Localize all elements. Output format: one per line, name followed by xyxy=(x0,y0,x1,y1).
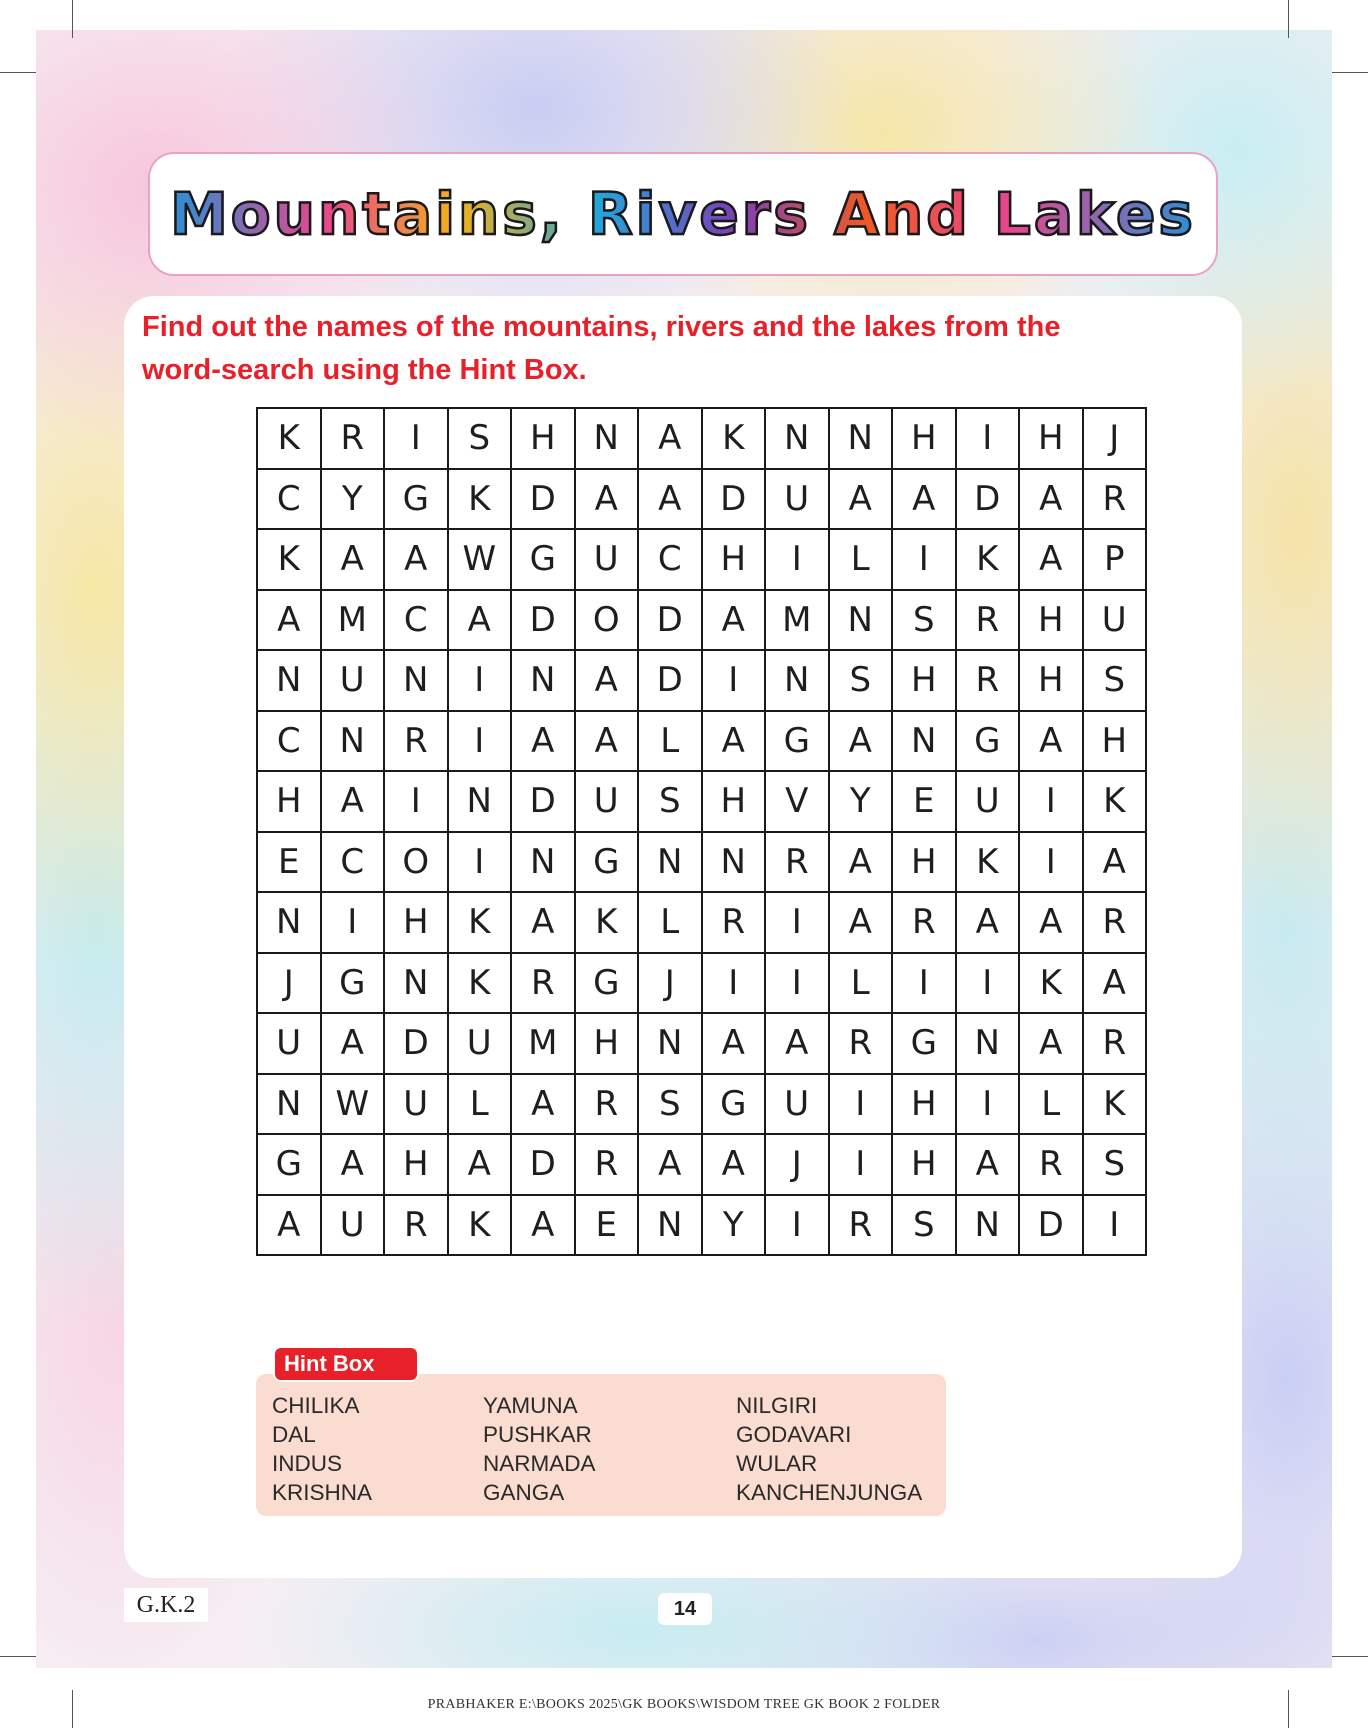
grid-cell[interactable]: N xyxy=(765,650,829,711)
grid-cell[interactable]: N xyxy=(956,1013,1020,1074)
title-banner xyxy=(148,152,1218,276)
grid-cell[interactable]: J xyxy=(1083,408,1147,469)
crop-mark xyxy=(1288,0,1289,38)
grid-row xyxy=(257,1013,1146,1074)
grid-cell[interactable]: N xyxy=(638,832,702,893)
grid-cell[interactable]: D xyxy=(511,771,575,832)
grid-cell[interactable]: Y xyxy=(321,469,385,530)
grid-cell[interactable]: A xyxy=(829,832,893,893)
grid-cell[interactable]: V xyxy=(765,771,829,832)
grid-cell[interactable]: A xyxy=(321,1134,385,1195)
instruction-line: word-search using the Hint Box. xyxy=(142,354,587,386)
grid-cell[interactable]: R xyxy=(892,892,956,953)
grid-cell[interactable]: L xyxy=(829,953,893,1014)
grid-cell[interactable]: A xyxy=(702,1134,766,1195)
grid-cell[interactable]: R xyxy=(765,832,829,893)
grid-cell[interactable]: A xyxy=(321,1013,385,1074)
grid-cell[interactable]: G xyxy=(702,1074,766,1135)
grid-cell[interactable]: N xyxy=(638,1013,702,1074)
crop-mark xyxy=(0,72,36,73)
grid-cell[interactable]: W xyxy=(321,1074,385,1135)
grid-cell[interactable]: K xyxy=(702,408,766,469)
grid-cell[interactable]: A xyxy=(765,1013,829,1074)
grid-cell[interactable]: D xyxy=(384,1013,448,1074)
grid-cell[interactable]: A xyxy=(829,469,893,530)
hint-word: GODAVARI xyxy=(736,1422,852,1447)
grid-cell[interactable]: N xyxy=(257,650,321,711)
grid-cell[interactable]: K xyxy=(448,953,512,1014)
grid-cell[interactable]: N xyxy=(638,1195,702,1256)
grid-cell[interactable]: G xyxy=(321,953,385,1014)
grid-cell[interactable]: I xyxy=(956,953,1020,1014)
grid-cell[interactable]: K xyxy=(575,892,639,953)
grid-cell[interactable]: K xyxy=(448,469,512,530)
hint-word: NILGIRI xyxy=(736,1393,818,1418)
grid-cell[interactable]: A xyxy=(638,408,702,469)
book-label: G.K.2 xyxy=(124,1588,208,1622)
grid-cell[interactable]: A xyxy=(1019,892,1083,953)
grid-cell[interactable]: S xyxy=(1083,650,1147,711)
grid-cell[interactable]: N xyxy=(829,590,893,651)
grid-cell[interactable]: N xyxy=(956,1195,1020,1256)
grid-cell[interactable]: A xyxy=(638,469,702,530)
grid-cell[interactable]: A xyxy=(702,711,766,772)
grid-cell[interactable]: K xyxy=(956,832,1020,893)
grid-cell[interactable]: I xyxy=(829,1134,893,1195)
grid-cell[interactable]: H xyxy=(511,408,575,469)
grid-cell[interactable]: M xyxy=(321,590,385,651)
grid-cell[interactable]: U xyxy=(575,529,639,590)
grid-row xyxy=(257,469,1146,530)
grid-cell[interactable]: A xyxy=(257,590,321,651)
grid-cell[interactable]: R xyxy=(829,1013,893,1074)
grid-cell[interactable]: A xyxy=(575,469,639,530)
grid-cell[interactable]: I xyxy=(448,711,512,772)
instruction xyxy=(142,306,1202,392)
grid-cell[interactable]: A xyxy=(702,1013,766,1074)
grid-cell[interactable]: U xyxy=(765,1074,829,1135)
grid-cell[interactable]: A xyxy=(1019,469,1083,530)
grid-cell[interactable]: I xyxy=(1019,771,1083,832)
grid-cell[interactable]: G xyxy=(765,711,829,772)
hint-word: CHILIKA xyxy=(272,1393,360,1418)
grid-cell[interactable]: O xyxy=(384,832,448,893)
grid-cell[interactable]: I xyxy=(702,953,766,1014)
grid-cell[interactable]: I xyxy=(765,529,829,590)
grid-cell[interactable]: R xyxy=(511,953,575,1014)
grid-cell[interactable]: R xyxy=(956,590,1020,651)
grid-cell[interactable]: Y xyxy=(829,771,893,832)
word-search-grid xyxy=(256,407,1147,1256)
grid-cell[interactable]: S xyxy=(1083,1134,1147,1195)
grid-cell[interactable]: D xyxy=(511,1134,575,1195)
grid-row xyxy=(257,892,1146,953)
grid-cell[interactable]: L xyxy=(829,529,893,590)
grid-cell[interactable]: K xyxy=(257,408,321,469)
grid-cell[interactable]: O xyxy=(575,590,639,651)
hint-word: KANCHENJUNGA xyxy=(736,1480,923,1505)
grid-row xyxy=(257,1195,1146,1256)
grid-cell[interactable]: S xyxy=(638,771,702,832)
grid-cell[interactable]: S xyxy=(448,408,512,469)
grid-cell[interactable]: E xyxy=(575,1195,639,1256)
grid-cell[interactable]: H xyxy=(1019,650,1083,711)
grid-cell[interactable]: A xyxy=(448,590,512,651)
grid-cell[interactable]: L xyxy=(638,711,702,772)
grid-cell[interactable]: G xyxy=(257,1134,321,1195)
grid-cell[interactable]: R xyxy=(956,650,1020,711)
grid-cell[interactable]: A xyxy=(829,892,893,953)
grid-cell[interactable]: H xyxy=(257,771,321,832)
hint-word: PUSHKAR xyxy=(483,1422,592,1447)
grid-cell[interactable]: E xyxy=(892,771,956,832)
footer-path: PRABHAKER E:\BOOKS 2025\GK BOOKS\WISDOM TREE GK BOOK 2 FOLDER xyxy=(427,1697,941,1712)
grid-cell[interactable]: K xyxy=(1083,771,1147,832)
grid-cell[interactable]: L xyxy=(448,1074,512,1135)
grid-cell[interactable]: I xyxy=(892,953,956,1014)
grid-cell[interactable]: U xyxy=(321,650,385,711)
grid-cell[interactable]: I xyxy=(448,832,512,893)
grid-cell[interactable]: N xyxy=(892,711,956,772)
hint-word: GANGA xyxy=(483,1480,565,1505)
hint-word: KRISHNA xyxy=(272,1480,373,1505)
hint-column-1 xyxy=(272,1391,372,1507)
crop-mark xyxy=(1332,72,1368,73)
grid-cell[interactable]: U xyxy=(575,771,639,832)
grid-cell[interactable]: A xyxy=(956,892,1020,953)
grid-cell[interactable]: I xyxy=(702,650,766,711)
hint-word: WULAR xyxy=(736,1451,818,1476)
grid-cell[interactable]: C xyxy=(384,590,448,651)
grid-cell[interactable]: N xyxy=(321,711,385,772)
grid-cell[interactable]: I xyxy=(1083,1195,1147,1256)
grid-cell[interactable]: N xyxy=(384,953,448,1014)
grid-cell[interactable]: A xyxy=(511,711,575,772)
grid-cell[interactable]: D xyxy=(638,590,702,651)
grid-cell[interactable]: A xyxy=(321,529,385,590)
grid-cell[interactable]: K xyxy=(448,1195,512,1256)
grid-cell[interactable]: A xyxy=(321,771,385,832)
grid-cell[interactable]: A xyxy=(1083,832,1147,893)
grid-cell[interactable]: P xyxy=(1083,529,1147,590)
grid-cell[interactable]: N xyxy=(511,650,575,711)
grid-cell[interactable]: K xyxy=(448,892,512,953)
grid-cell[interactable]: U xyxy=(257,1013,321,1074)
hint-box-label: Hint Box xyxy=(273,1346,419,1382)
page-number: 14 xyxy=(658,1593,712,1625)
grid-cell[interactable]: U xyxy=(384,1074,448,1135)
grid-cell[interactable]: I xyxy=(384,408,448,469)
grid-cell[interactable]: H xyxy=(575,1013,639,1074)
grid-cell[interactable]: I xyxy=(765,1195,829,1256)
grid-cell[interactable]: N xyxy=(829,408,893,469)
grid-cell[interactable]: H xyxy=(1019,408,1083,469)
grid-row xyxy=(257,953,1146,1014)
grid-cell[interactable]: R xyxy=(1019,1134,1083,1195)
grid-cell[interactable]: N xyxy=(384,650,448,711)
grid-cell[interactable]: I xyxy=(448,650,512,711)
grid-cell[interactable]: R xyxy=(321,408,385,469)
grid-cell[interactable]: H xyxy=(384,1134,448,1195)
grid-cell[interactable]: N xyxy=(257,1074,321,1135)
grid-cell[interactable]: A xyxy=(1019,711,1083,772)
grid-cell[interactable]: H xyxy=(892,832,956,893)
grid-cell[interactable]: H xyxy=(1083,711,1147,772)
grid-cell[interactable]: A xyxy=(1019,1013,1083,1074)
hint-word: DAL xyxy=(272,1422,316,1447)
grid-cell[interactable]: C xyxy=(257,469,321,530)
grid-cell[interactable]: N xyxy=(448,771,512,832)
grid-cell[interactable]: R xyxy=(1083,1013,1147,1074)
grid-cell[interactable]: E xyxy=(257,832,321,893)
crop-mark xyxy=(1332,1656,1368,1657)
grid-cell[interactable]: U xyxy=(1083,590,1147,651)
grid-cell[interactable]: C xyxy=(321,832,385,893)
grid-cell[interactable]: S xyxy=(892,590,956,651)
grid-cell[interactable]: A xyxy=(448,1134,512,1195)
grid-cell[interactable]: H xyxy=(892,1134,956,1195)
grid-cell[interactable]: R xyxy=(1083,469,1147,530)
grid-cell[interactable]: J xyxy=(765,1134,829,1195)
hint-word: NARMADA xyxy=(483,1451,596,1476)
grid-cell[interactable]: K xyxy=(257,529,321,590)
crop-mark xyxy=(72,0,73,38)
grid-row xyxy=(257,590,1146,651)
grid-row xyxy=(257,832,1146,893)
hint-column-2 xyxy=(483,1391,596,1507)
grid-cell[interactable]: K xyxy=(1083,1074,1147,1135)
grid-cell[interactable]: I xyxy=(892,529,956,590)
grid-cell[interactable]: A xyxy=(511,1074,575,1135)
grid-row xyxy=(257,1134,1146,1195)
grid-cell[interactable]: D xyxy=(702,469,766,530)
grid-cell[interactable]: G xyxy=(575,832,639,893)
grid-cell[interactable]: H xyxy=(892,650,956,711)
grid-cell[interactable]: R xyxy=(702,892,766,953)
instruction-line: Find out the names of the mountains, rivers and the lakes from the xyxy=(142,311,1061,343)
grid-cell[interactable]: A xyxy=(702,590,766,651)
grid-cell[interactable]: K xyxy=(1019,953,1083,1014)
grid-cell[interactable]: I xyxy=(765,892,829,953)
grid-cell[interactable]: U xyxy=(956,771,1020,832)
grid-cell[interactable]: S xyxy=(892,1195,956,1256)
grid-cell[interactable]: M xyxy=(511,1013,575,1074)
grid-cell[interactable]: A xyxy=(956,1134,1020,1195)
grid-cell[interactable]: J xyxy=(638,953,702,1014)
grid-cell[interactable]: Y xyxy=(702,1195,766,1256)
grid-cell[interactable]: I xyxy=(1019,832,1083,893)
grid-cell[interactable]: R xyxy=(829,1195,893,1256)
grid-cell[interactable]: W xyxy=(448,529,512,590)
grid-cell[interactable]: I xyxy=(829,1074,893,1135)
grid-cell[interactable]: G xyxy=(384,469,448,530)
hint-column-3 xyxy=(736,1391,922,1507)
grid-cell[interactable]: A xyxy=(384,529,448,590)
grid-cell[interactable]: S xyxy=(829,650,893,711)
hint-word: YAMUNA xyxy=(483,1393,578,1418)
grid-cell[interactable]: J xyxy=(257,953,321,1014)
grid-row xyxy=(257,408,1146,469)
grid-cell[interactable]: A xyxy=(892,469,956,530)
grid-cell[interactable]: K xyxy=(956,529,1020,590)
grid-cell[interactable]: D xyxy=(956,469,1020,530)
grid-cell[interactable]: I xyxy=(384,771,448,832)
grid-row xyxy=(257,771,1146,832)
grid-cell[interactable]: I xyxy=(765,953,829,1014)
grid-cell[interactable]: I xyxy=(956,408,1020,469)
grid-cell[interactable]: N xyxy=(257,892,321,953)
grid-cell[interactable]: R xyxy=(384,711,448,772)
grid-row xyxy=(257,711,1146,772)
grid-cell[interactable]: L xyxy=(1019,1074,1083,1135)
grid-cell[interactable]: D xyxy=(511,590,575,651)
grid-row xyxy=(257,529,1146,590)
grid-cell[interactable]: A xyxy=(511,892,575,953)
grid-cell[interactable]: L xyxy=(638,892,702,953)
grid-cell[interactable]: U xyxy=(765,469,829,530)
grid-cell[interactable]: H xyxy=(702,771,766,832)
grid-cell[interactable]: A xyxy=(575,711,639,772)
grid-cell[interactable]: D xyxy=(1019,1195,1083,1256)
grid-row xyxy=(257,650,1146,711)
grid-cell[interactable]: D xyxy=(638,650,702,711)
grid-cell[interactable]: U xyxy=(321,1195,385,1256)
grid-cell[interactable]: D xyxy=(511,469,575,530)
grid-cell[interactable]: R xyxy=(1083,892,1147,953)
grid-row xyxy=(257,1074,1146,1135)
grid-cell[interactable]: A xyxy=(257,1195,321,1256)
grid-cell[interactable]: M xyxy=(765,590,829,651)
grid-cell[interactable]: H xyxy=(892,1074,956,1135)
grid-cell[interactable]: A xyxy=(1019,529,1083,590)
grid-cell[interactable]: H xyxy=(384,892,448,953)
crop-mark xyxy=(0,1656,36,1657)
grid-cell[interactable]: N xyxy=(702,832,766,893)
grid-cell[interactable]: S xyxy=(638,1074,702,1135)
grid-cell[interactable]: I xyxy=(321,892,385,953)
grid-cell[interactable]: R xyxy=(384,1195,448,1256)
grid-cell[interactable]: G xyxy=(892,1013,956,1074)
grid-cell[interactable]: H xyxy=(892,408,956,469)
grid-cell[interactable]: H xyxy=(1019,590,1083,651)
grid-cell[interactable]: N xyxy=(511,832,575,893)
grid-cell[interactable]: U xyxy=(448,1013,512,1074)
grid-cell[interactable]: R xyxy=(575,1134,639,1195)
grid-cell[interactable]: R xyxy=(575,1074,639,1135)
grid-cell[interactable]: I xyxy=(956,1074,1020,1135)
page-title: Mountains, Rivers And Lakes xyxy=(170,180,1196,248)
grid-cell[interactable]: N xyxy=(765,408,829,469)
grid-cell[interactable]: A xyxy=(575,650,639,711)
grid-cell[interactable]: A xyxy=(511,1195,575,1256)
grid-cell[interactable]: C xyxy=(638,529,702,590)
grid-cell[interactable]: A xyxy=(1083,953,1147,1014)
grid-cell[interactable]: C xyxy=(257,711,321,772)
grid-cell[interactable]: A xyxy=(829,711,893,772)
grid-cell[interactable]: G xyxy=(956,711,1020,772)
grid-cell[interactable]: N xyxy=(575,408,639,469)
hint-word: INDUS xyxy=(272,1451,343,1476)
grid-cell[interactable]: H xyxy=(702,529,766,590)
grid-cell[interactable]: G xyxy=(575,953,639,1014)
grid-cell[interactable]: G xyxy=(511,529,575,590)
grid-cell[interactable]: A xyxy=(638,1134,702,1195)
